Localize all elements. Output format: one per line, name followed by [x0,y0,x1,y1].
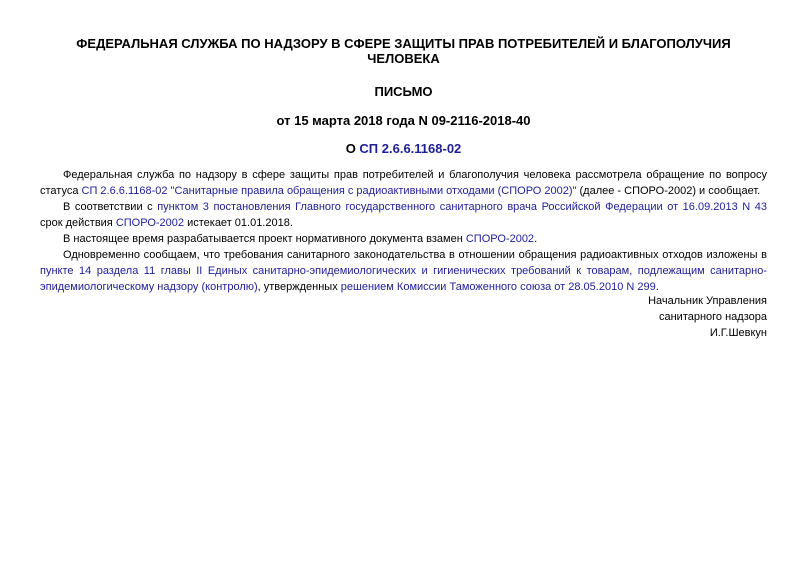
unified-requirements-link[interactable]: пункте 14 раздела 11 главы II Единых санитарно-эпидемиологических и гигиенических требований к товарам, подлежащим санитарно-эпидемиологическому надзору (контролю) [40,265,767,293]
sp-2-6-6-1168-02-link[interactable]: СП 2.6.6.1168-02 "Санитарные правила обращения с радиоактивными отходами (СПОРО 2002)" [81,185,577,197]
paragraph-2 [40,199,767,231]
paragraph-4 [40,247,767,295]
resolution-43-link[interactable]: пунктом 3 постановления Главного государственного санитарного врача Российской Федерации от 16.09.2013 N 43 [157,201,768,213]
signature-position-1: Начальник Управления [648,295,767,307]
p3-text-1: В настоящее время разрабатывается проект нормативного документа взамен [63,233,466,245]
subject-prefix: О [345,141,360,156]
document-date-number: от 15 марта 2018 года N 09-2116-2018-40 [276,113,531,128]
letter-body [40,167,767,295]
paragraph-3 [40,231,767,247]
p1-text-2: (далее - СПОРО-2002) и сообщает. [576,185,761,197]
document-type: ПИСЬМО [374,84,433,99]
p3-text-2: . [534,233,538,245]
subject-link[interactable]: СП 2.6.6.1168-02 [359,141,462,156]
sporo-2002-link-2[interactable]: СПОРО-2002 [465,233,535,245]
document-subject [40,141,767,156]
signature-name: И.Г.Шевкун [709,327,767,339]
signature-block [467,293,767,341]
p2-text-1: В соответствии с [63,201,158,213]
p4-text-3: . [655,281,659,293]
p2-text-2: срок действия [40,217,116,229]
p4-text-2: , утвержденных [257,281,341,293]
p1-text-1: Федеральная служба по надзору в сфере защиты прав потребителей и благополучия человека рассмотрела обращение по вопросу статуса [40,169,767,197]
organization-title: ФЕДЕРАЛЬНАЯ СЛУЖБА ПО НАДЗОРУ В СФЕРЕ ЗАЩИТЫ ПРАВ ПОТРЕБИТЕЛЕЙ И БЛАГОПОЛУЧИЯ ЧЕЛОВЕКА [76,36,731,66]
signature-position-2: санитарного надзора [658,311,767,323]
sporo-2002-link[interactable]: СПОРО-2002 [115,217,185,229]
p2-text-3: истекает 01.01.2018. [184,217,293,229]
p4-text-1: Одновременно сообщаем, что требования санитарного законодательства в отношении обращения радиоактивных отходов изложены в [63,249,767,261]
paragraph-1 [40,167,767,199]
customs-union-decision-link[interactable]: решением Комиссии Таможенного союза от 28.05.2010 N 299 [340,281,656,293]
